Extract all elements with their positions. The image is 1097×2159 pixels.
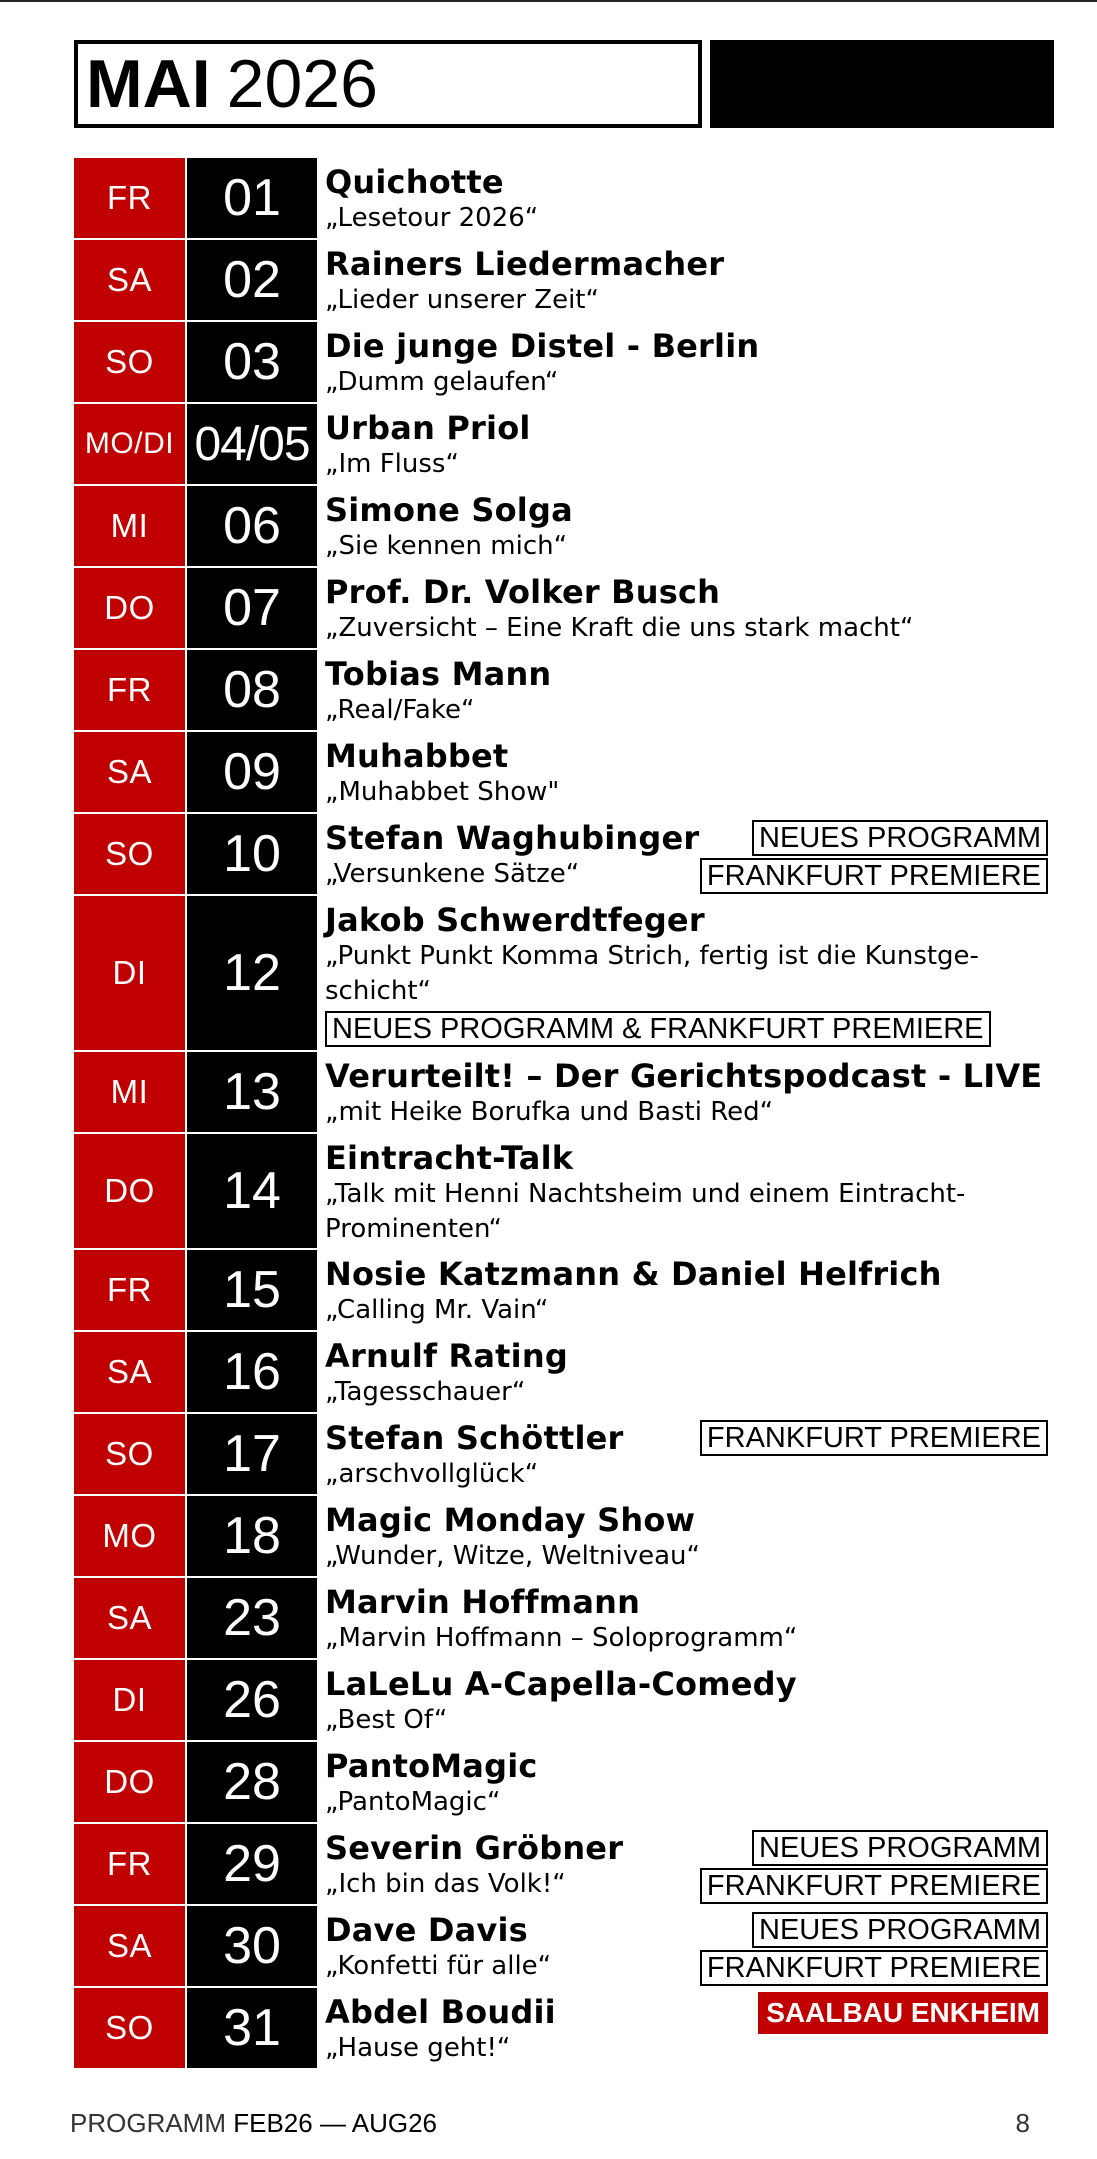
date-cell: 23 xyxy=(187,1578,317,1660)
weekday-cell: DO xyxy=(74,1134,187,1250)
program-badge: NEUES PROGRAMM & FRANKFURT PREMIERE xyxy=(325,1011,991,1047)
event-row xyxy=(74,1414,1054,1496)
event-row xyxy=(74,1052,1054,1134)
weekday-cell: SO xyxy=(74,814,187,896)
event-schedule xyxy=(74,158,1054,2070)
event-info xyxy=(317,732,1054,814)
weekday-cell: SO xyxy=(74,1414,187,1496)
event-row xyxy=(74,568,1054,650)
event-info xyxy=(317,1742,1054,1824)
event-row xyxy=(74,486,1054,568)
program-title: „Muhabbet Show" xyxy=(325,777,560,807)
artist-name: LaLeLu A-Capella-Comedy xyxy=(325,1665,797,1703)
event-info xyxy=(317,1250,1054,1332)
event-row xyxy=(74,404,1054,486)
event-row xyxy=(74,732,1054,814)
program-title: „Marvin Hoffmann – Soloprogramm“ xyxy=(325,1623,798,1653)
weekday-cell: SA xyxy=(74,240,187,322)
artist-name: Muhabbet xyxy=(325,737,509,775)
artist-name: Tobias Mann xyxy=(325,655,552,693)
program-title: „Lesetour 2026“ xyxy=(325,203,539,233)
program-title: „Dumm gelaufen“ xyxy=(325,367,559,397)
weekday-cell: DO xyxy=(74,568,187,650)
event-info xyxy=(317,650,1054,732)
event-row xyxy=(74,158,1054,240)
event-row xyxy=(74,896,1054,1052)
artist-name: Severin Gröbner xyxy=(325,1829,624,1867)
footer-prefix: PROGRAMM xyxy=(70,2108,234,2138)
program-title-continued: schicht“ xyxy=(325,976,431,1006)
artist-name: Rainers Liedermacher xyxy=(325,245,725,283)
event-row xyxy=(74,1906,1054,1988)
program-title: „Hause geht!“ xyxy=(325,2033,511,2063)
event-info xyxy=(317,1906,1054,1988)
artist-name: Die junge Distel - Berlin xyxy=(325,327,760,365)
program-title: „Im Fluss“ xyxy=(325,449,459,479)
weekday-cell: MI xyxy=(74,1052,187,1134)
weekday-cell: SO xyxy=(74,322,187,404)
weekday-cell: SA xyxy=(74,1578,187,1660)
event-info xyxy=(317,1578,1054,1660)
program-title: „mit Heike Borufka und Basti Red“ xyxy=(325,1097,774,1127)
program-title: „Tagesschauer“ xyxy=(325,1377,526,1407)
date-cell: 28 xyxy=(187,1742,317,1824)
artist-name: Stefan Schöttler xyxy=(325,1419,624,1457)
new-program-badge: NEUES PROGRAMM xyxy=(752,820,1048,856)
program-title: „arschvollglück“ xyxy=(325,1459,539,1489)
event-info xyxy=(317,404,1054,486)
program-title: „PantoMagic“ xyxy=(325,1787,501,1817)
weekday-cell: FR xyxy=(74,1250,187,1332)
date-cell: 10 xyxy=(187,814,317,896)
date-cell: 08 xyxy=(187,650,317,732)
weekday-cell: DO xyxy=(74,1742,187,1824)
artist-name: Marvin Hoffmann xyxy=(325,1583,641,1621)
weekday-cell: FR xyxy=(74,650,187,732)
artist-name: Arnulf Rating xyxy=(325,1337,568,1375)
artist-name: Abdel Boudii xyxy=(325,1993,556,2031)
venue-badge: SAALBAU ENKHEIM xyxy=(758,1992,1048,2034)
event-row xyxy=(74,1332,1054,1414)
date-cell: 14 xyxy=(187,1134,317,1250)
page-number: 8 xyxy=(1015,2108,1030,2138)
footer-range: FEB26 — AUG26 xyxy=(233,2108,437,2138)
event-info xyxy=(317,1134,1054,1250)
top-rule xyxy=(0,0,1097,2)
date-cell: 07 xyxy=(187,568,317,650)
date-cell: 15 xyxy=(187,1250,317,1332)
weekday-cell: SA xyxy=(74,1906,187,1988)
event-info xyxy=(317,1332,1054,1414)
artist-name: Eintracht-Talk xyxy=(325,1139,574,1177)
event-info xyxy=(317,1988,1054,2070)
artist-name: PantoMagic xyxy=(325,1747,538,1785)
program-title: „Best Of“ xyxy=(325,1705,448,1735)
event-row xyxy=(74,322,1054,404)
date-cell: 13 xyxy=(187,1052,317,1134)
header-black-block xyxy=(710,40,1054,128)
weekday-cell: DI xyxy=(74,896,187,1052)
weekday-cell: MO/DI xyxy=(74,404,187,486)
date-cell: 31 xyxy=(187,1988,317,2070)
date-cell: 09 xyxy=(187,732,317,814)
program-title: „Wunder, Witze, Weltniveau“ xyxy=(325,1541,701,1571)
program-title: „Punkt Punkt Komma Strich, fertig ist die Kunstge- xyxy=(325,941,979,971)
premiere-badge: FRANKFURT PREMIERE xyxy=(700,858,1048,894)
artist-name: Verurteilt! – Der Gerichtspodcast - LIVE xyxy=(325,1057,1043,1095)
event-info xyxy=(317,1414,1054,1496)
date-cell: 26 xyxy=(187,1660,317,1742)
event-info xyxy=(317,158,1054,240)
event-row xyxy=(74,814,1054,896)
event-row xyxy=(74,1824,1054,1906)
month-label: MAI xyxy=(86,46,211,122)
event-info xyxy=(317,322,1054,404)
event-row xyxy=(74,1496,1054,1578)
weekday-cell: SO xyxy=(74,1988,187,2070)
weekday-cell: FR xyxy=(74,1824,187,1906)
date-cell: 17 xyxy=(187,1414,317,1496)
program-title: „Calling Mr. Vain“ xyxy=(325,1295,549,1325)
date-cell: 29 xyxy=(187,1824,317,1906)
event-info xyxy=(317,1824,1054,1906)
event-row xyxy=(74,650,1054,732)
event-row xyxy=(74,1660,1054,1742)
program-title: „Konfetti für alle“ xyxy=(325,1951,552,1981)
date-cell: 02 xyxy=(187,240,317,322)
artist-name: Stefan Waghubinger xyxy=(325,819,700,857)
weekday-cell: FR xyxy=(74,158,187,240)
event-info xyxy=(317,486,1054,568)
event-info xyxy=(317,1660,1054,1742)
date-cell: 12 xyxy=(187,896,317,1052)
artist-name: Prof. Dr. Volker Busch xyxy=(325,573,721,611)
month-title xyxy=(74,40,702,128)
premiere-badge: FRANKFURT PREMIERE xyxy=(700,1420,1048,1456)
page-header xyxy=(74,40,1054,128)
footer-program-label xyxy=(70,2108,437,2139)
weekday-cell: SA xyxy=(74,1332,187,1414)
artist-name: Nosie Katzmann & Daniel Helfrich xyxy=(325,1255,942,1293)
date-cell: 01 xyxy=(187,158,317,240)
event-row xyxy=(74,1988,1054,2070)
event-row xyxy=(74,1742,1054,1824)
event-info xyxy=(317,240,1054,322)
program-title: „Zuversicht – Eine Kraft die uns stark macht“ xyxy=(325,613,914,643)
event-row xyxy=(74,1250,1054,1332)
program-title: „Lieder unserer Zeit“ xyxy=(325,285,599,315)
artist-name: Urban Priol xyxy=(325,409,531,447)
event-row xyxy=(74,1134,1054,1250)
artist-name: Dave Davis xyxy=(325,1911,528,1949)
event-row xyxy=(74,240,1054,322)
weekday-cell: SA xyxy=(74,732,187,814)
new-program-badge: NEUES PROGRAMM xyxy=(752,1912,1048,1948)
program-title: „Talk mit Henni Nachtsheim und einem Eintracht- xyxy=(325,1179,966,1209)
program-title: „Real/Fake“ xyxy=(325,695,475,725)
artist-name: Simone Solga xyxy=(325,491,573,529)
program-title-continued: Prominenten“ xyxy=(325,1214,502,1244)
date-cell: 18 xyxy=(187,1496,317,1578)
date-cell: 06 xyxy=(187,486,317,568)
premiere-badge: FRANKFURT PREMIERE xyxy=(700,1868,1048,1904)
new-program-badge: NEUES PROGRAMM xyxy=(752,1830,1048,1866)
event-info xyxy=(317,896,1054,1052)
event-info xyxy=(317,814,1054,896)
date-cell: 04/05 xyxy=(187,404,317,486)
artist-name: Quichotte xyxy=(325,163,504,201)
year-label: 2026 xyxy=(226,46,378,122)
date-cell: 03 xyxy=(187,322,317,404)
program-title: „Ich bin das Volk!“ xyxy=(325,1869,566,1899)
artist-name: Magic Monday Show xyxy=(325,1501,696,1539)
weekday-cell: MI xyxy=(74,486,187,568)
event-info xyxy=(317,1052,1054,1134)
premiere-badge: FRANKFURT PREMIERE xyxy=(700,1950,1048,1986)
event-info xyxy=(317,568,1054,650)
program-title: „Versunkene Sätze“ xyxy=(325,859,580,889)
weekday-cell: DI xyxy=(74,1660,187,1742)
date-cell: 16 xyxy=(187,1332,317,1414)
event-info xyxy=(317,1496,1054,1578)
weekday-cell: MO xyxy=(74,1496,187,1578)
event-row xyxy=(74,1578,1054,1660)
program-title: „Sie kennen mich“ xyxy=(325,531,568,561)
artist-name: Jakob Schwerdtfeger xyxy=(325,901,705,939)
date-cell: 30 xyxy=(187,1906,317,1988)
